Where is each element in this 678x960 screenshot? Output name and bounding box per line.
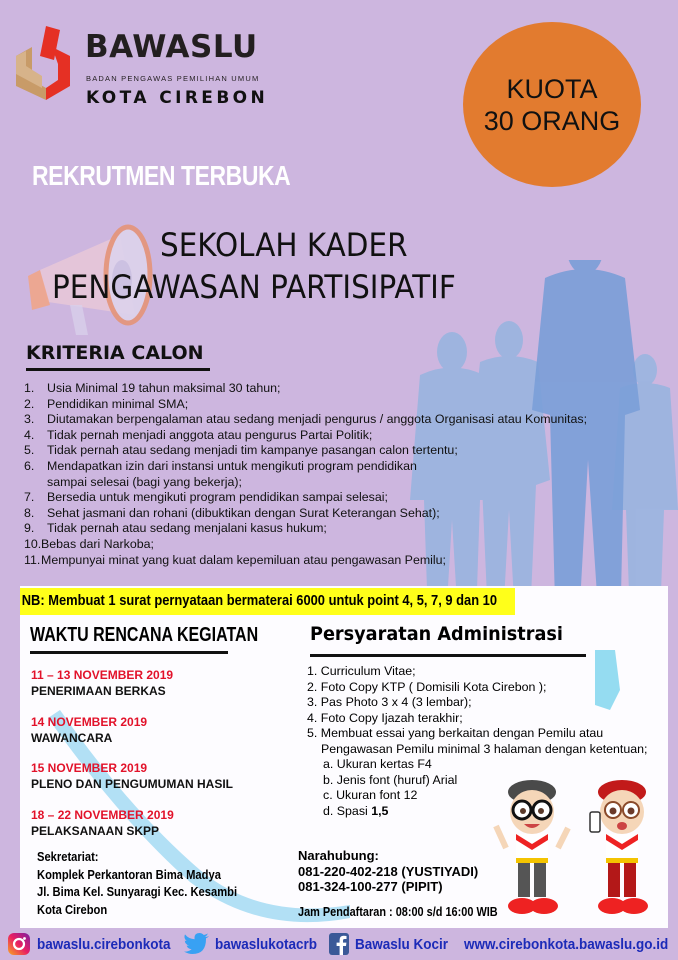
logo-city: KOTA CIREBON [86, 88, 269, 108]
sub-list-item: a. Ukuran kertas F4 [323, 757, 432, 771]
secretariat-address: Sekretariat: Komplek Perkantoran Bima Madya Jl. Bima Kel. Sunyaragi Kec. Kesambi Kota Cirebon [37, 849, 238, 917]
note-text: NB: Membuat 1 surat pernyataan bermaterai 6000 untuk point 4, 5, 7, 9 dan 10 [21, 592, 498, 609]
list-item: 3. Diutamakan berpengalaman atau sedang menjadi pengurus / anggota Organisasi atau Komunitas; [24, 412, 588, 427]
instagram-link[interactable]: bawaslu.cirebonkota [7, 932, 185, 956]
admin-requirements-heading: Persyaratan Administrasi [310, 623, 563, 645]
facebook-icon [329, 933, 349, 955]
list-item: 5. Membuat essai yang berkaitan dengan Pemilu atau [307, 726, 604, 740]
list-item: 6. Mendapatkan izin dari instansi untuk mengikuti program pendidikan [24, 458, 417, 473]
schedule-item: 14 NOVEMBER 2019 WAWANCARA [31, 715, 148, 745]
criteria-heading: KRITERIA CALON [26, 342, 204, 364]
criteria-underline [26, 368, 210, 371]
facebook-link[interactable]: Bawaslu Kocir [329, 933, 458, 955]
phone-number[interactable]: 081-220-402-218 (YUSTIYADI) [298, 863, 479, 879]
sub-list-item: b. Jenis font (huruf) Arial [323, 772, 458, 787]
list-item: 1. Curriculum Vitae; [307, 664, 416, 678]
schedule-item: 15 NOVEMBER 2019 PLENO DAN PENGUMUMAN HASIL [31, 761, 234, 791]
bawaslu-logo-icon [12, 20, 74, 100]
twitter-link[interactable]: bawaslukotacrb [184, 933, 328, 955]
quota-badge [463, 22, 641, 187]
quota-line1: KUOTA [506, 73, 598, 104]
social-footer [0, 928, 678, 960]
list-item: 3. Pas Photo 3 x 4 (3 lembar); [307, 695, 472, 709]
website-link[interactable]: www.cirebonkota.bawaslu.go.id [464, 935, 669, 953]
list-item: 1. Usia Minimal 19 tahun maksimal 30 tahun; [24, 381, 281, 395]
phone-number[interactable]: 081-324-100-277 (PIPIT) [298, 879, 443, 894]
list-item: 2. Foto Copy KTP ( Domisili Kota Cirebon ); [307, 679, 547, 694]
sub-list-item: c. Ukuran font 12 [323, 788, 418, 802]
schedule-item: 11 – 13 NOVEMBER 2019 PENERIMAAN BERKAS [31, 668, 174, 698]
recruitment-tagline: REKRUTMEN TERBUKA [32, 160, 291, 191]
registration-hours: Jam Pendaftaran : 08:00 s/d 16:00 WIB [298, 904, 498, 919]
admin-underline [310, 654, 586, 657]
list-item: sampai selesai (bagi yang bekerja); [47, 474, 242, 489]
list-item: 9. Tidak pernah atau sedang menjalani kasus hukum; [24, 521, 327, 536]
twitter-icon [184, 933, 210, 955]
list-item: 7. Bersedia untuk mengikuti program pendidikan sampai selesai; [24, 490, 388, 505]
list-item: 5. Tidak pernah atau sedang menjadi tim kampanye pasangan calon tertentu; [24, 443, 458, 458]
note-highlight [20, 588, 515, 615]
list-item: 2. Pendidikan minimal SMA; [24, 396, 189, 411]
schedule-item: 18 – 22 NOVEMBER 2019 PELAKSANAAN SKPP [31, 808, 174, 838]
logo-subtitle: BADAN PENGAWAS PEMILIHAN UMUM [86, 74, 260, 83]
list-item: 10. Bebas dari Narkoba; [24, 536, 154, 551]
schedule-heading: WAKTU RENCANA KEGIATAN [30, 624, 259, 646]
sub-list-item: d. Spasi 1,5 [323, 803, 389, 818]
logo-title: BAWASLU [85, 29, 258, 65]
list-item: 4. Foto Copy Ijazah terakhir; [307, 710, 463, 725]
list-item: 4. Tidak pernah menjadi anggota atau pengurus Partai Politik; [24, 427, 373, 442]
mascot-characters-icon [490, 770, 670, 920]
list-item: 8. Sehat jasmani dan rohani (dibuktikan dengan Surat Keterangan Sehat); [24, 505, 440, 520]
criteria-list [24, 381, 587, 568]
page-title-line2: PENGAWASAN PARTISIPATIF [52, 268, 456, 306]
list-item-continuation: Pengawasan Pemilu minimal 3 halaman dengan ketentuan; [321, 741, 648, 756]
page-title-line1: SEKOLAH KADER [160, 226, 408, 264]
contact-info: Narahubung: 081-220-402-218 (YUSTIYADI) 081-324-100-277 (PIPIT) [298, 848, 479, 894]
instagram-icon [7, 932, 31, 956]
list-item: 11. Mempunyai minat yang kuat dalam kepemiluan atau pengawasan Pemilu; [24, 552, 446, 567]
quota-line2: 30 ORANG [483, 105, 621, 136]
schedule-underline [30, 651, 228, 654]
